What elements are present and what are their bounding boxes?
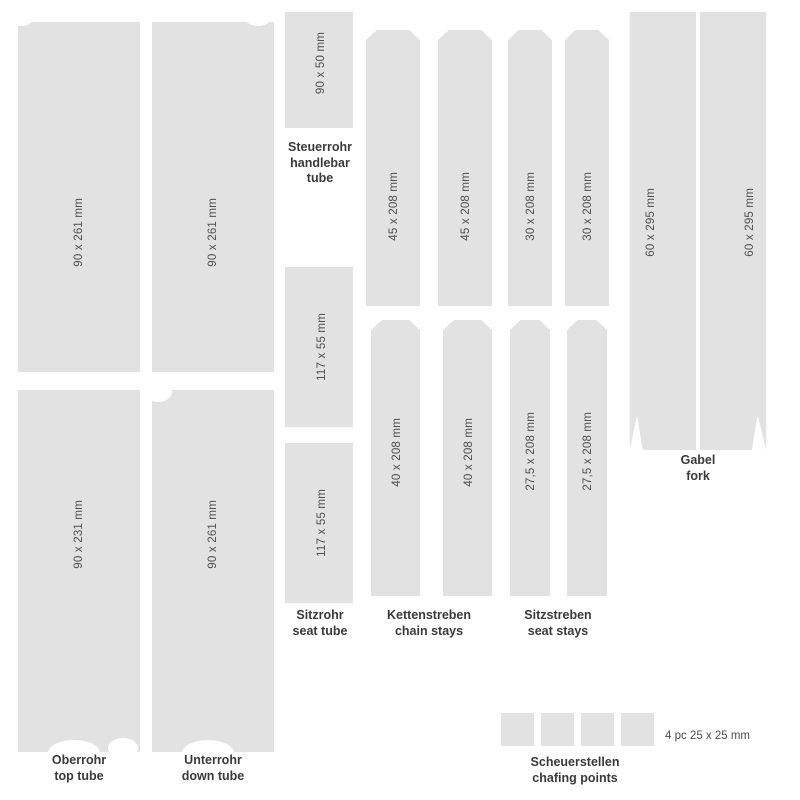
caption-chafing-points-en: chafing points	[532, 770, 618, 785]
caption-fork-de: Gabel	[680, 453, 716, 467]
piece-top-tube-2	[18, 390, 140, 752]
piece-label-chain-stay-3: 40 x 208 mm	[391, 418, 403, 487]
piece-chafing-point-2	[541, 713, 574, 746]
caption-chafing-points	[495, 755, 655, 786]
caption-down-tube-de: Unterrohr	[184, 753, 242, 767]
caption-handlebar-tube-en2: tube	[306, 171, 334, 186]
piece-label-seat-stay-1: 30 x 208 mm	[525, 172, 537, 241]
caption-handlebar-tube-en1: handlebar	[290, 155, 350, 170]
piece-label-top-tube-2: 90 x 231 mm	[73, 500, 85, 569]
caption-fork	[638, 453, 758, 484]
piece-label-seat-stay-4: 27,5 x 208 mm	[582, 412, 594, 491]
piece-chafing-point-4	[621, 713, 654, 746]
piece-chafing-point-1	[501, 713, 534, 746]
piece-label-chain-stay-4: 40 x 208 mm	[463, 418, 475, 487]
notch-down-tube-1-top-right	[244, 6, 272, 26]
caption-seat-tube-de: Sitzrohr	[296, 608, 344, 622]
caption-seat-stays	[505, 608, 611, 639]
piece-label-chafing-points: 4 pc 25 x 25 mm	[665, 730, 751, 742]
caption-seat-stays-de: Sitzstreben	[524, 608, 592, 622]
piece-fork-2	[700, 12, 772, 450]
caption-chain-stays-en: chain stays	[394, 623, 464, 638]
piece-label-down-tube-2: 90 x 261 mm	[207, 500, 219, 569]
notch-top-tube-1-top	[56, 0, 104, 16]
caption-handlebar-tube-de: Steuerrohr	[288, 140, 352, 154]
caption-seat-tube-en: seat tube	[292, 623, 348, 638]
piece-label-fork-2: 60 x 295 mm	[744, 188, 756, 257]
notch-down-tube-1-top	[186, 0, 236, 16]
piece-top-tube-1	[18, 22, 140, 372]
piece-label-handlebar-tube-1: 90 x 50 mm	[315, 32, 327, 95]
caption-down-tube	[142, 753, 284, 784]
piece-label-down-tube-1: 90 x 261 mm	[207, 198, 219, 267]
piece-seat-stay-1	[508, 30, 552, 306]
notch-top-tube-1-top-left	[8, 8, 34, 26]
caption-chain-stays	[366, 608, 492, 639]
caption-top-tube-de: Oberrohr	[51, 753, 107, 767]
caption-seat-tube	[276, 608, 364, 639]
piece-down-tube-2	[152, 390, 274, 752]
piece-label-chain-stay-2: 45 x 208 mm	[460, 172, 472, 241]
piece-down-tube-1	[152, 22, 274, 372]
piece-label-fork-1: 60 x 295 mm	[645, 188, 657, 257]
caption-chafing-points-de: Scheuerstellen	[530, 755, 620, 769]
piece-chain-stay-2	[438, 30, 492, 306]
piece-fork-1	[624, 12, 696, 450]
caption-down-tube-en: down tube	[181, 768, 245, 783]
caption-handlebar-tube	[274, 140, 366, 187]
caption-seat-stays-en: seat stays	[527, 623, 589, 638]
piece-label-chain-stay-1: 45 x 208 mm	[388, 172, 400, 241]
piece-seat-stay-2	[565, 30, 609, 306]
piece-chain-stay-1	[366, 30, 420, 306]
caption-fork-en: fork	[686, 468, 710, 483]
caption-chain-stays-de: Kettenstreben	[386, 608, 472, 622]
piece-label-seat-stay-3: 27,5 x 208 mm	[525, 412, 537, 491]
caption-top-tube	[8, 753, 150, 784]
piece-label-seat-tube-1: 117 x 55 mm	[316, 313, 328, 381]
piece-label-seat-tube-2: 117 x 55 mm	[316, 489, 328, 557]
piece-label-seat-stay-2: 30 x 208 mm	[582, 172, 594, 241]
notch-down-tube-2-top-left	[144, 382, 172, 402]
piece-label-top-tube-1: 90 x 261 mm	[73, 198, 85, 267]
caption-top-tube-en: top tube	[54, 768, 104, 783]
piece-chafing-point-3	[581, 713, 614, 746]
